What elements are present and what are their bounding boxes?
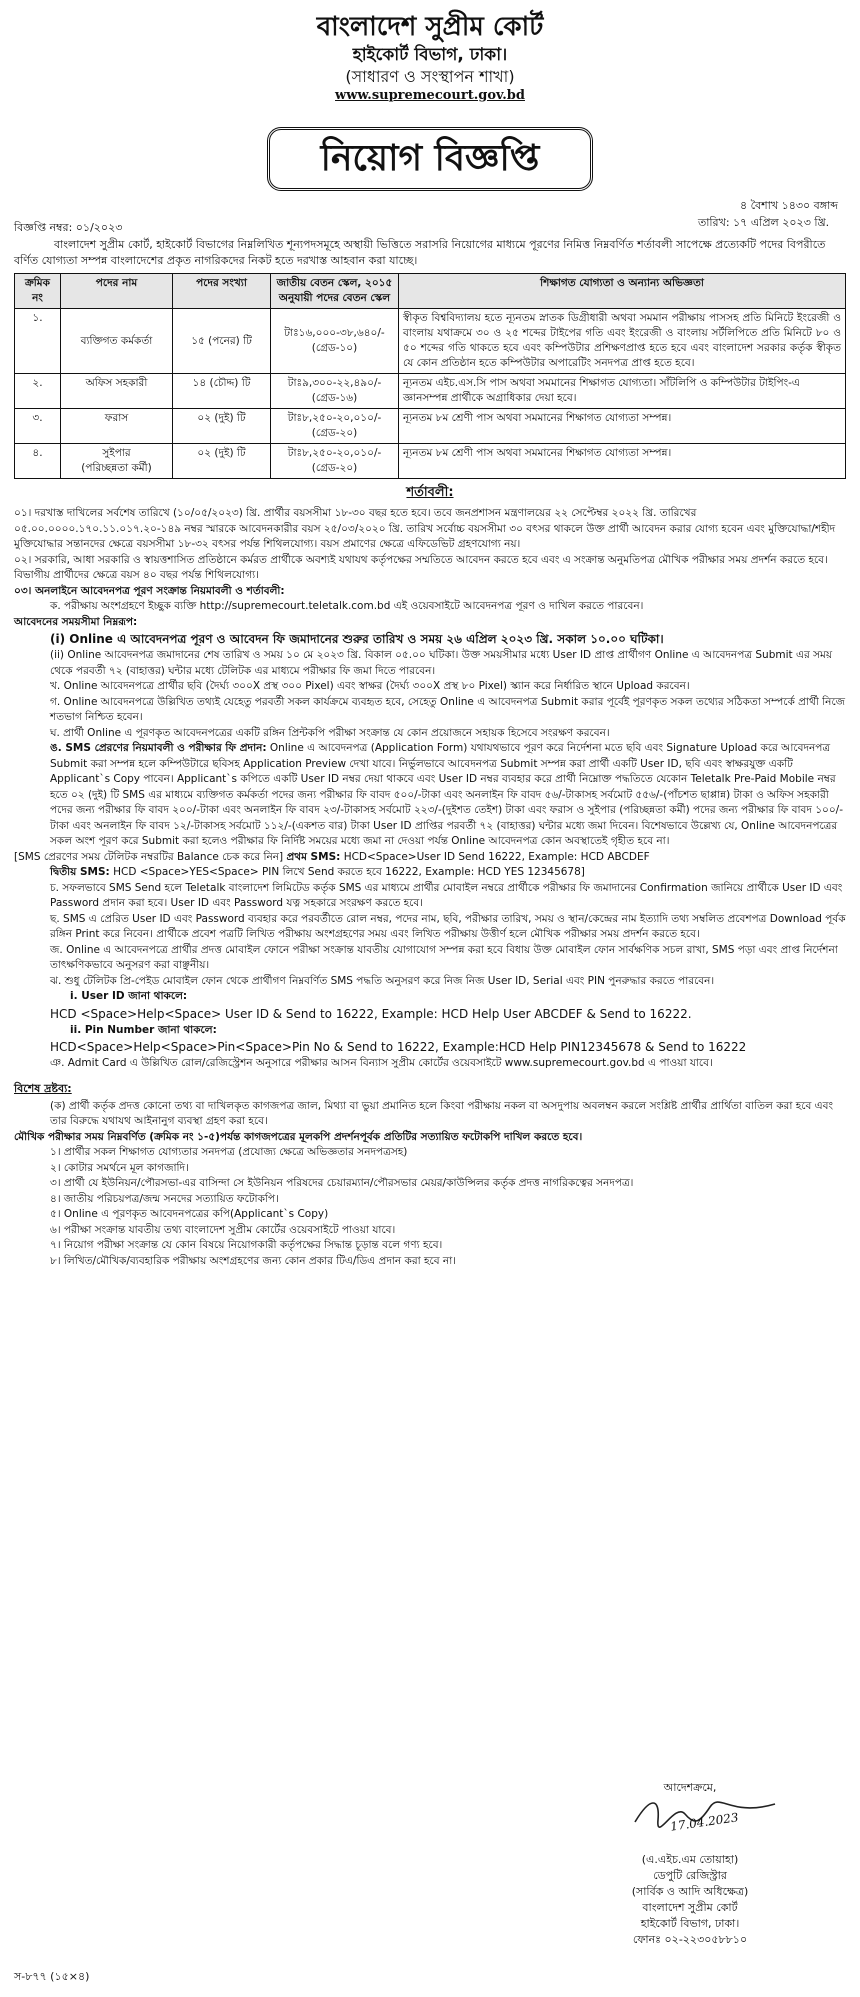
sms-note: [SMS প্রেরণের সময় টেলিটক নম্বরটির Balance চেক করে নিন] [14, 850, 284, 863]
sms2-format: HCD <Space>YES<Space> PIN লিখে Send করতে হবে 16222, Example: HCD YES 12345678] [113, 866, 585, 878]
org-name: বাংলাদেশ সুপ্রীম কোর্ট [316, 12, 544, 42]
scale-value: টাঃ৮,২৫০-২০,০১০/- [287, 412, 382, 424]
table-row [15, 409, 846, 444]
header [14, 10, 846, 105]
branch-name: (সাধারণ ও সংস্থাপন শাখা) [345, 67, 515, 86]
row-qualification: ন্যূনতম এইচ.এস.সি পাস অথবা সমমানের শিক্ষাগত যোগ্যতা। সাঁটলিপি ও কম্পিউটার টাইপিং-এ জ্ঞানসম্পন্ন প্রার্থীকে অগ্রাধিকার দেয়া হবে। [399, 374, 846, 409]
grade-value: (গ্রেড-১৬) [311, 392, 358, 404]
scale-value: টাঃ১৬,০০০-৩৮,৬৪০/- [284, 327, 385, 339]
sms-body: Online এ আবেদনপত্র (Application Form) যথাযথভাবে পূরণ করে নির্দেশনা মতে ছবি এবং Signature Upload করে আবেদনপত্র Submit করা সম্পন্ন হলে কম্পিউটারে ছবিসহ Application Preview দেখা যাবে। নির্ভুলভাবে আবেদনপত্র Submit সম্পন্ন করা প্রার্থী একটি User ID, ছবি এবং স্বাক্ষরযুক্ত একটি Applicant`s Copy পাবেন। Applicant`s কপিতে একটি User ID নম্বর দেয়া থাকবে এবং User ID নম্বর ব্যবহার করে প্রার্থী নিম্নোক্ত পদ্ধতিতে যেকোন Teletalk Pre-Paid Mobile নম্বর হতে ০২ (দুই) টি SMS এর মাধ্যমে ব্যক্তিগত কর্মকর্তা পদের জন্য পরীক্ষার ফি বাবদ ৫০০/-টাকা এবং অনলাইন ফি বাবদ ৫৬/-টাকাসহ সর্বমোট ৫৫৬/-(পাঁচশত ছাপ্পান্ন) টাকা ও অফিস সহকারী পদের জন্য পরীক্ষার ফি বাবদ ২০০/-টাকা এবং অনলাইন ফি বাবদ ২৩/-টাকাসহ সর্বমোট ২২৩/-(দুইশত তেইশ) টাকা এবং ফরাস ও সুইপার (পরিচ্ছন্নতা কর্মী) পদের জন্য পরীক্ষার ফি বাবদ ১০০/-টাকা এবং অনলাইন ফি বাবদ ১২/-টাকাসহ সর্বমোট ১১২/-(একশত বার) টাকা User ID প্রাপ্তির পরবর্তী ৭২ (বাহাত্তর) ঘন্টার মধ্যে জমা দিবেন। বিশেষভাবে উল্লেখ্য যে, Online আবেদনপত্রের সকল অংশ পূরণ করে Submit করা হলেও পরীক্ষার ফি নির্দিষ্ট সময়ের মধ্যে জমা না দেওয়া পর্যন্ত Online আবেদনপত্র কোন অবস্থাতেই গৃহীত হবে না। [50, 742, 843, 847]
row-count: ০২ (দুই) টি [173, 409, 271, 444]
row-serial: ৩. [15, 409, 61, 444]
sms1-format: HCD<Space>User ID Send 16222, Example: HCD ABCDEF [343, 850, 650, 863]
division-name: হাইকোর্ট বিভাগ, ঢাকা। [352, 45, 508, 65]
table-row [15, 309, 846, 374]
row-qualification: ন্যূনতম ৮ম শ্রেণী পাস অথবা সমমানের শিক্ষাগত যোগ্যতা সম্পন্ন। [399, 409, 846, 444]
lost-pin-format: HCD<Space>Help<Space>Pin<Space>Pin No & Send to 16222, Example:HCD Help PIN12345678 & Send to 16222 [50, 1040, 747, 1054]
sms-line-1 [14, 850, 846, 866]
doc-item: ৪। জাতীয় পরিচয়পত্র/জন্ম সনদের সত্যায়িত ফটোকপি। [50, 1192, 279, 1205]
signature-area [560, 1796, 820, 1852]
grade-value: (গ্রেড-২০) [311, 462, 358, 474]
viva-title: মৌখিক পরীক্ষার সময় নিম্নবর্ণিত (ক্রমিক নং ১-৫)পর্যন্ত কাগজপত্রের মূলকপি প্রদর্শনপূর্বক প্রতিটির সত্যায়িত ফটোকপি দাখিল করতে হবে। [14, 1130, 583, 1143]
conditions-title: শর্তাবলী: [406, 485, 454, 500]
row-scale [271, 309, 399, 374]
print-code: স-৮৭৭ (১৫×৪) [14, 1970, 90, 1983]
row-qualification: ন্যূনতম ৮ম শ্রেণী পাস অথবা সমমানের শিক্ষাগত যোগ্যতা সম্পন্ন। [399, 444, 846, 479]
posts-table [14, 273, 846, 479]
date-bn: ৪ বৈশাখ ১৪৩০ বঙ্গাব্দ [739, 199, 838, 212]
signer-name: (এ.এইচ.এম তোয়াহা) [641, 1853, 739, 1866]
admit-card-note: ঞ. Admit Card এ উল্লিখিত রোল/রেজিস্ট্রেশন অনুসারে পরীক্ষার আসন বিন্যাস সুপ্রীম কোর্টের ওয়েবসাইটে www.supremecourt.gov.bd এ পাওয়া যাবে। [50, 1057, 713, 1069]
date-en-line [698, 214, 838, 231]
row-scale [271, 409, 399, 444]
signer-designation: ডেপুটি রেজিস্ট্রার [653, 1869, 727, 1882]
lost-pin-title: ii. Pin Number জানা থাকলে: [70, 1023, 217, 1036]
online-ka: ক. পরীক্ষায় অংশগ্রহণে ইচ্ছুক ব্যক্তি http://supremecourt.teletalk.com.bd এই ওয়েবসাইটে আবেদনপত্র পূরণ ও দাখিল করতে পারবেন। [50, 600, 644, 612]
condition-3: ০৩। অনলাইনে আবেদনপত্র পূরণ সংক্রান্ত নিয়মাবলী ও শর্তাবলী: [14, 584, 285, 597]
date-en: ১৭ এপ্রিল ২০২৩ খ্রি. [733, 216, 830, 229]
sms-line-2 [14, 865, 846, 881]
col-qualification: শিক্ষাগত যোগ্যতা ও অন্যান্য অভিজ্ঞতা [399, 274, 846, 309]
time-title: আবেদনের সময়সীমা নিম্নরূপ: [14, 615, 138, 628]
page-title: নিয়োগ বিজ্ঞপ্তি [267, 127, 593, 191]
condition-2: ০২। সরকারি, আধা সরকারি ও স্বায়ত্তশাসিত প্রতিষ্ঠানে কর্মরত প্রার্থীকে অবশ্যই যথাযথ কর্তৃপক্ষের সম্মতিতে আবেদন করতে হবে এবং এ সংক্রান্ত অনুমতিপত্র মৌখিক পরীক্ষার সময় প্রদর্শন করতে হবে। বিভাগীয় প্রার্থীদের ক্ষেত্রে বয়স ৪০ বছর পর্যন্ত শিথিলযোগ্য। [14, 553, 828, 581]
row-serial: ৪. [15, 444, 61, 479]
memo-number: বিজ্ঞপ্তি নম্বর: ০১/২০২৩ [14, 221, 123, 234]
sms1-label: প্রথম SMS: [286, 850, 341, 863]
row-serial: ১. [15, 309, 61, 374]
time-start: (i) Online এ আবেদনপত্র পূরণ ও আবেদন ফি জমাদানের শুরুর তারিখ ও সময় ২৬ এপ্রিল ২০২৩ খ্রি. সকাল ১০.০০ ঘটিকা। [50, 632, 664, 646]
online-gha: ঘ. প্রার্থী Online এ পূরণকৃত আবেদনপত্রের একটি রঙ্গিন প্রিন্টকপি পরীক্ষা সংক্রান্ত যে কোন প্রয়োজনে সহায়ক হিসেবে সংরক্ষণ করবেন। [50, 726, 610, 739]
table-row [15, 444, 846, 479]
post-name: সুইপার [102, 447, 131, 459]
signer-phone: ফোনঃ ০২-২২৩০৫৮৮১০ [632, 1933, 748, 1946]
special-ka: (ক) প্রার্থী কর্তৃক প্রদত্ত কোনো তথ্য বা দাখিলকৃত কাগজপত্র জাল, মিথ্যা বা ভুয়া প্রমানিত হলে কিংবা পরীক্ষায় নকল বা অসদুপায় অবলম্বন করলে সংশ্লিষ্ট প্রার্থীর প্রার্থিতা বাতিল করা হবে এবং তার বিরুদ্ধে যথাযথ আইনানুগ ব্যবস্থা গ্রহণ করা হবে। [50, 1099, 833, 1127]
row-qualification: স্বীকৃত বিশ্ববিদ্যালয় হতে ন্যূনতম স্নাতক ডিগ্রীধারী অথবা সমমান পরীক্ষায় পাসসহ প্রতি মিনিটে ইংরেজী ও বাংলায় যথাক্রমে ৩০ ও ২৫ শব্দের টাইপের গতি এবং ইংরেজী ও বাংলায় সর্টলিপিতে প্রতি মিনিটে ৮০ ও ৫০ শব্দের গতি থাকতে হবে এবং কম্পিউটার প্রশিক্ষণপ্রাপ্ত হতে হবে এবং বাংলাদেশ সরকার কর্তৃক স্বীকৃত যে কোন প্রতিষ্ঠান হতে কম্পিউটার অপারেটিং সনদপত্র প্রাপ্ত হতে হবে। [399, 309, 846, 374]
intro-paragraph: বাংলাদেশ সুপ্রীম কোর্ট, হাইকোর্ট বিভাগের নিম্নলিখিত শূন্যপদসমূহে অস্থায়ী ভিত্তিতে সরাসরি নিয়োগের মাধ্যমে পূরণের নিমিত্ত নিম্নবর্ণিত শর্তাবলী সাপেক্ষে প্রত্যেকটি পদের বিপরীতে বর্ণিত যোগ্যতা সম্পন্ন বাংলাদেশের প্রকৃত নাগরিকদের নিকট হতে দরখাস্ত আহবান করা যাচ্ছে। [14, 238, 826, 267]
table-row [15, 374, 846, 409]
grade-value: (গ্রেড-১০) [311, 342, 358, 354]
table-header-row [15, 274, 846, 309]
col-post: পদের নাম [61, 274, 173, 309]
col-count: পদের সংখ্যা [173, 274, 271, 309]
time-end: (ii) Online আবেদনপত্র জমাদানের শেষ তারিখ ও সময় ১০ মে ২০২৩ খ্রি. বিকাল ০৫.০০ ঘটিকা। উক্ত সময়সীমার মধ্যে User ID প্রাপ্ত প্রার্থীগণ Online এ আবেদনপত্র Submit এর সময় থেকে পরবর্তী ৭২ (বাহাত্তর) ঘন্টার মধ্যে টেলিটক এর মাধ্যমে পরীক্ষার ফি জমা দিতে পারবেন। [50, 649, 833, 677]
sms-title: ঙ. SMS প্রেরণের নিয়মাবলী ও পরীক্ষার ফি প্রদান: [50, 742, 267, 754]
doc-item: ৮। লিখিত/মৌখিক/ব্যবহারিক পরীক্ষায় অংশগ্রহণের জন্য কোন প্রকার টিএ/ডিএ প্রদান করা হবে না। [50, 1254, 456, 1267]
row-post [61, 444, 173, 479]
special-title: বিশেষ দ্রষ্টব্য: [14, 1081, 72, 1095]
row-count: ১৫ (পনের) টি [173, 309, 271, 374]
col-serial: ক্রমিক নং [15, 274, 61, 309]
signature-date: 17.04.2023 [669, 1810, 740, 1834]
sms-section [14, 741, 846, 850]
online-kha: খ. Online আবেদনপত্রে প্রার্থীর ছবি (দৈর্ঘ্য ৩০০X প্রস্থ ৩০০ Pixel) এবং স্বাক্ষর (দৈর্ঘ্য ৩০০X প্রস্থ ৮০ Pixel) স্ক্যান করে নির্ধারিত স্থানে Upload করবেন। [50, 680, 690, 692]
signer-section: (সার্বিক ও আদি অধিক্ষেত্র) [631, 1885, 749, 1898]
by-order: আদেশক্রমে, [663, 1781, 717, 1794]
doc-item: ৫। Online এ পূরণকৃত আবেদনপত্রের কপি(Applicant`s Copy) [50, 1208, 329, 1220]
doc-item: ২। কোটার সমর্থনে মূল কাগজাদি। [50, 1161, 189, 1174]
scale-value: টাঃ৮,২৫০-২০,০১০/- [287, 447, 382, 459]
signature-block [560, 1780, 820, 1948]
lost-uid-format: HCD <Space>Help<Space> User ID & Send to 16222, Example: HCD Help User ABCDEF & Send to 16222. [50, 1006, 692, 1021]
scale-value: টাঃ৯,৩০০-২২,৪৯০/- [287, 377, 382, 389]
online-ga: গ. Online আবেদনপত্রে উল্লিখিত তথ্যই যেহেতু পরবর্তী সকল কার্যক্রমে ব্যবহৃত হবে, সেহেতু Online এ আবেদনপত্র Submit করার পূর্বেই পূরণকৃত সকল তথ্যের সঠিকতা সম্পর্কে প্রার্থী নিজে শতভাগ নিশ্চিত হবেন। [50, 695, 846, 723]
row-post: অফিস সহকারী [61, 374, 173, 409]
row-serial: ২. [15, 374, 61, 409]
sms2-label: দ্বিতীয় SMS: [50, 866, 110, 878]
date-label: তারিখ: [697, 216, 730, 229]
doc-item: ৭। নিয়োগ পরীক্ষা সংক্রান্ত যে কোন বিষয়ে নিয়োগকারী কর্তৃপক্ষের সিদ্ধান্ত চূড়ান্ত বলে গণ্য হবে। [50, 1239, 443, 1251]
condition-1: ০১। দরখাস্ত দাখিলের সর্বশেষ তারিখে (১০/০৫/২০২৩) খ্রি. প্রার্থীর বয়সসীমা ১৮-৩০ বছর হতে হবে। তবে জনপ্রশাসন মন্ত্রণালয়ের ২২ সেপ্টেম্বর ২০২২ খ্রি. তারিখের ০৫.০০.০০০০.১৭০.১১.০১৭.২০-১৪৯ নম্বর স্মারকে আবেদনকারীর বয়স ২৫/০৩/২০২০ খ্রি. তারিখ সর্বোচ্চ বয়সসীমা ৩০ বৎসর থাকলে উক্ত প্রার্থী আবেদন করার যোগ্য হবেন এবং মুক্তিযোদ্ধা/শহীদ মুক্তিযোদ্ধার সন্তানদের ক্ষেত্রে বয়সসীমা ১৮-৩২ বৎসর পর্যন্ত শিথিলযোগ্য। বয়স প্রমাণের ক্ষেত্রে এফিডেভিট গ্রহণযোগ্য নয়। [14, 507, 836, 550]
doc-item: ৬। পরীক্ষা সংক্রান্ত যাবতীয় তথ্য বাংলাদেশ সুপ্রীম কোর্টের ওয়েবসাইটে পাওয়া যাবে। [50, 1223, 396, 1236]
lost-uid-title: i. User ID জানা থাকলে: [70, 990, 188, 1002]
online-chha: ছ. SMS এ প্রেরিত User ID এবং Password ব্যবহার করে পরবর্তীতে রোল নম্বর, পদের নাম, ছবি, পরীক্ষার তারিখ, সময় ও স্থান/কেন্দ্রের নাম ইত্যাদি তথ্য সম্বলিত প্রবেশপত্র Download পূর্বক রঙ্গিন Print করে নিবেন। প্রার্থীকে প্রবেশ পত্রটি লিখিত পরীক্ষায় অংশগ্রহণের সময় এবং লিখিত পরীক্ষায় উত্তীর্ণ হলে মৌখিক পরীক্ষার সময় প্রদর্শন করতে হবে। [50, 912, 846, 940]
row-post: ফরাস [61, 409, 173, 444]
doc-item: ৩। প্রার্থী যে ইউনিয়ন/পৌরসভা-এর বাসিন্দা সে ইউনিয়ন পরিষদের চেয়ারম্যান/পৌরসভার মেয়র/কাউন্সিলর কর্তৃক প্রদত্ত নাগরিকত্বের সনদপত্র। [50, 1177, 634, 1189]
online-cha: চ. সফলভাবে SMS Send হলে Teletalk বাংলাদেশ লিমিটেড কর্তৃক SMS এর মাধ্যমে প্রার্থীর মোবাইল নম্বরে প্রার্থীকে পরীক্ষার ফি জমাদানের Confirmation জানিয়ে প্রার্থীকে User ID এবং Password প্রদান করা হবে। User ID এবং Password যত্ন সহকারে সংরক্ষণ করতে হবে। [50, 881, 843, 909]
row-scale [271, 374, 399, 409]
row-count: ০২ (দুই) টি [173, 444, 271, 479]
date-block [698, 197, 838, 231]
grade-value: (গ্রেড-২০) [311, 427, 358, 439]
row-count: ১৪ (চৌদ্দ) টি [173, 374, 271, 409]
signer-division: হাইকোর্ট বিভাগ, ঢাকা। [640, 1917, 740, 1930]
reference-row [14, 197, 846, 235]
online-ja: জ. Online এ আবেদনপত্রে প্রার্থীর প্রদত্ত মোবাইল ফোনে পরীক্ষা সংক্রান্ত যাবতীয় যোগাযোগ সম্পন্ন করা হবে বিধায় উক্ত মোবাইল ফোন সার্বক্ষণিক সচল রাখা, SMS পড়া এবং প্রাপ্ত নির্দেশনা তাৎক্ষণিকভাবে অনুসরণ করা বাঞ্ছনীয়। [50, 943, 838, 971]
col-scale: জাতীয় বেতন স্কেল, ২০১৫ অনুযায়ী পদের বেতন স্কেল [271, 274, 399, 309]
website-link[interactable]: www.supremecourt.gov.bd [335, 88, 525, 103]
doc-item: ১। প্রার্থীর সকল শিক্ষাগত যোগ্যতার সনদপত্র (প্রযোজ্য ক্ষেত্রে অভিজ্ঞতার সনদপত্রসহ) [50, 1146, 408, 1158]
row-scale [271, 444, 399, 479]
row-post: ব্যক্তিগত কর্মকর্তা [61, 309, 173, 374]
online-jha: ঝ. শুধু টেলিটক প্রি-পেইড মোবাইল ফোন থেকে প্রার্থীগণ নিম্নবর্ণিত SMS পদ্ধতি অনুসরণ করে নিজ নিজ User ID, Serial এবং PIN পুনরুদ্ধার করতে পারবেন। [50, 974, 715, 987]
signer-org: বাংলাদেশ সুপ্রীম কোর্ট [642, 1901, 738, 1914]
post-subtitle: (পরিচ্ছন্নতা কর্মী) [81, 462, 152, 474]
